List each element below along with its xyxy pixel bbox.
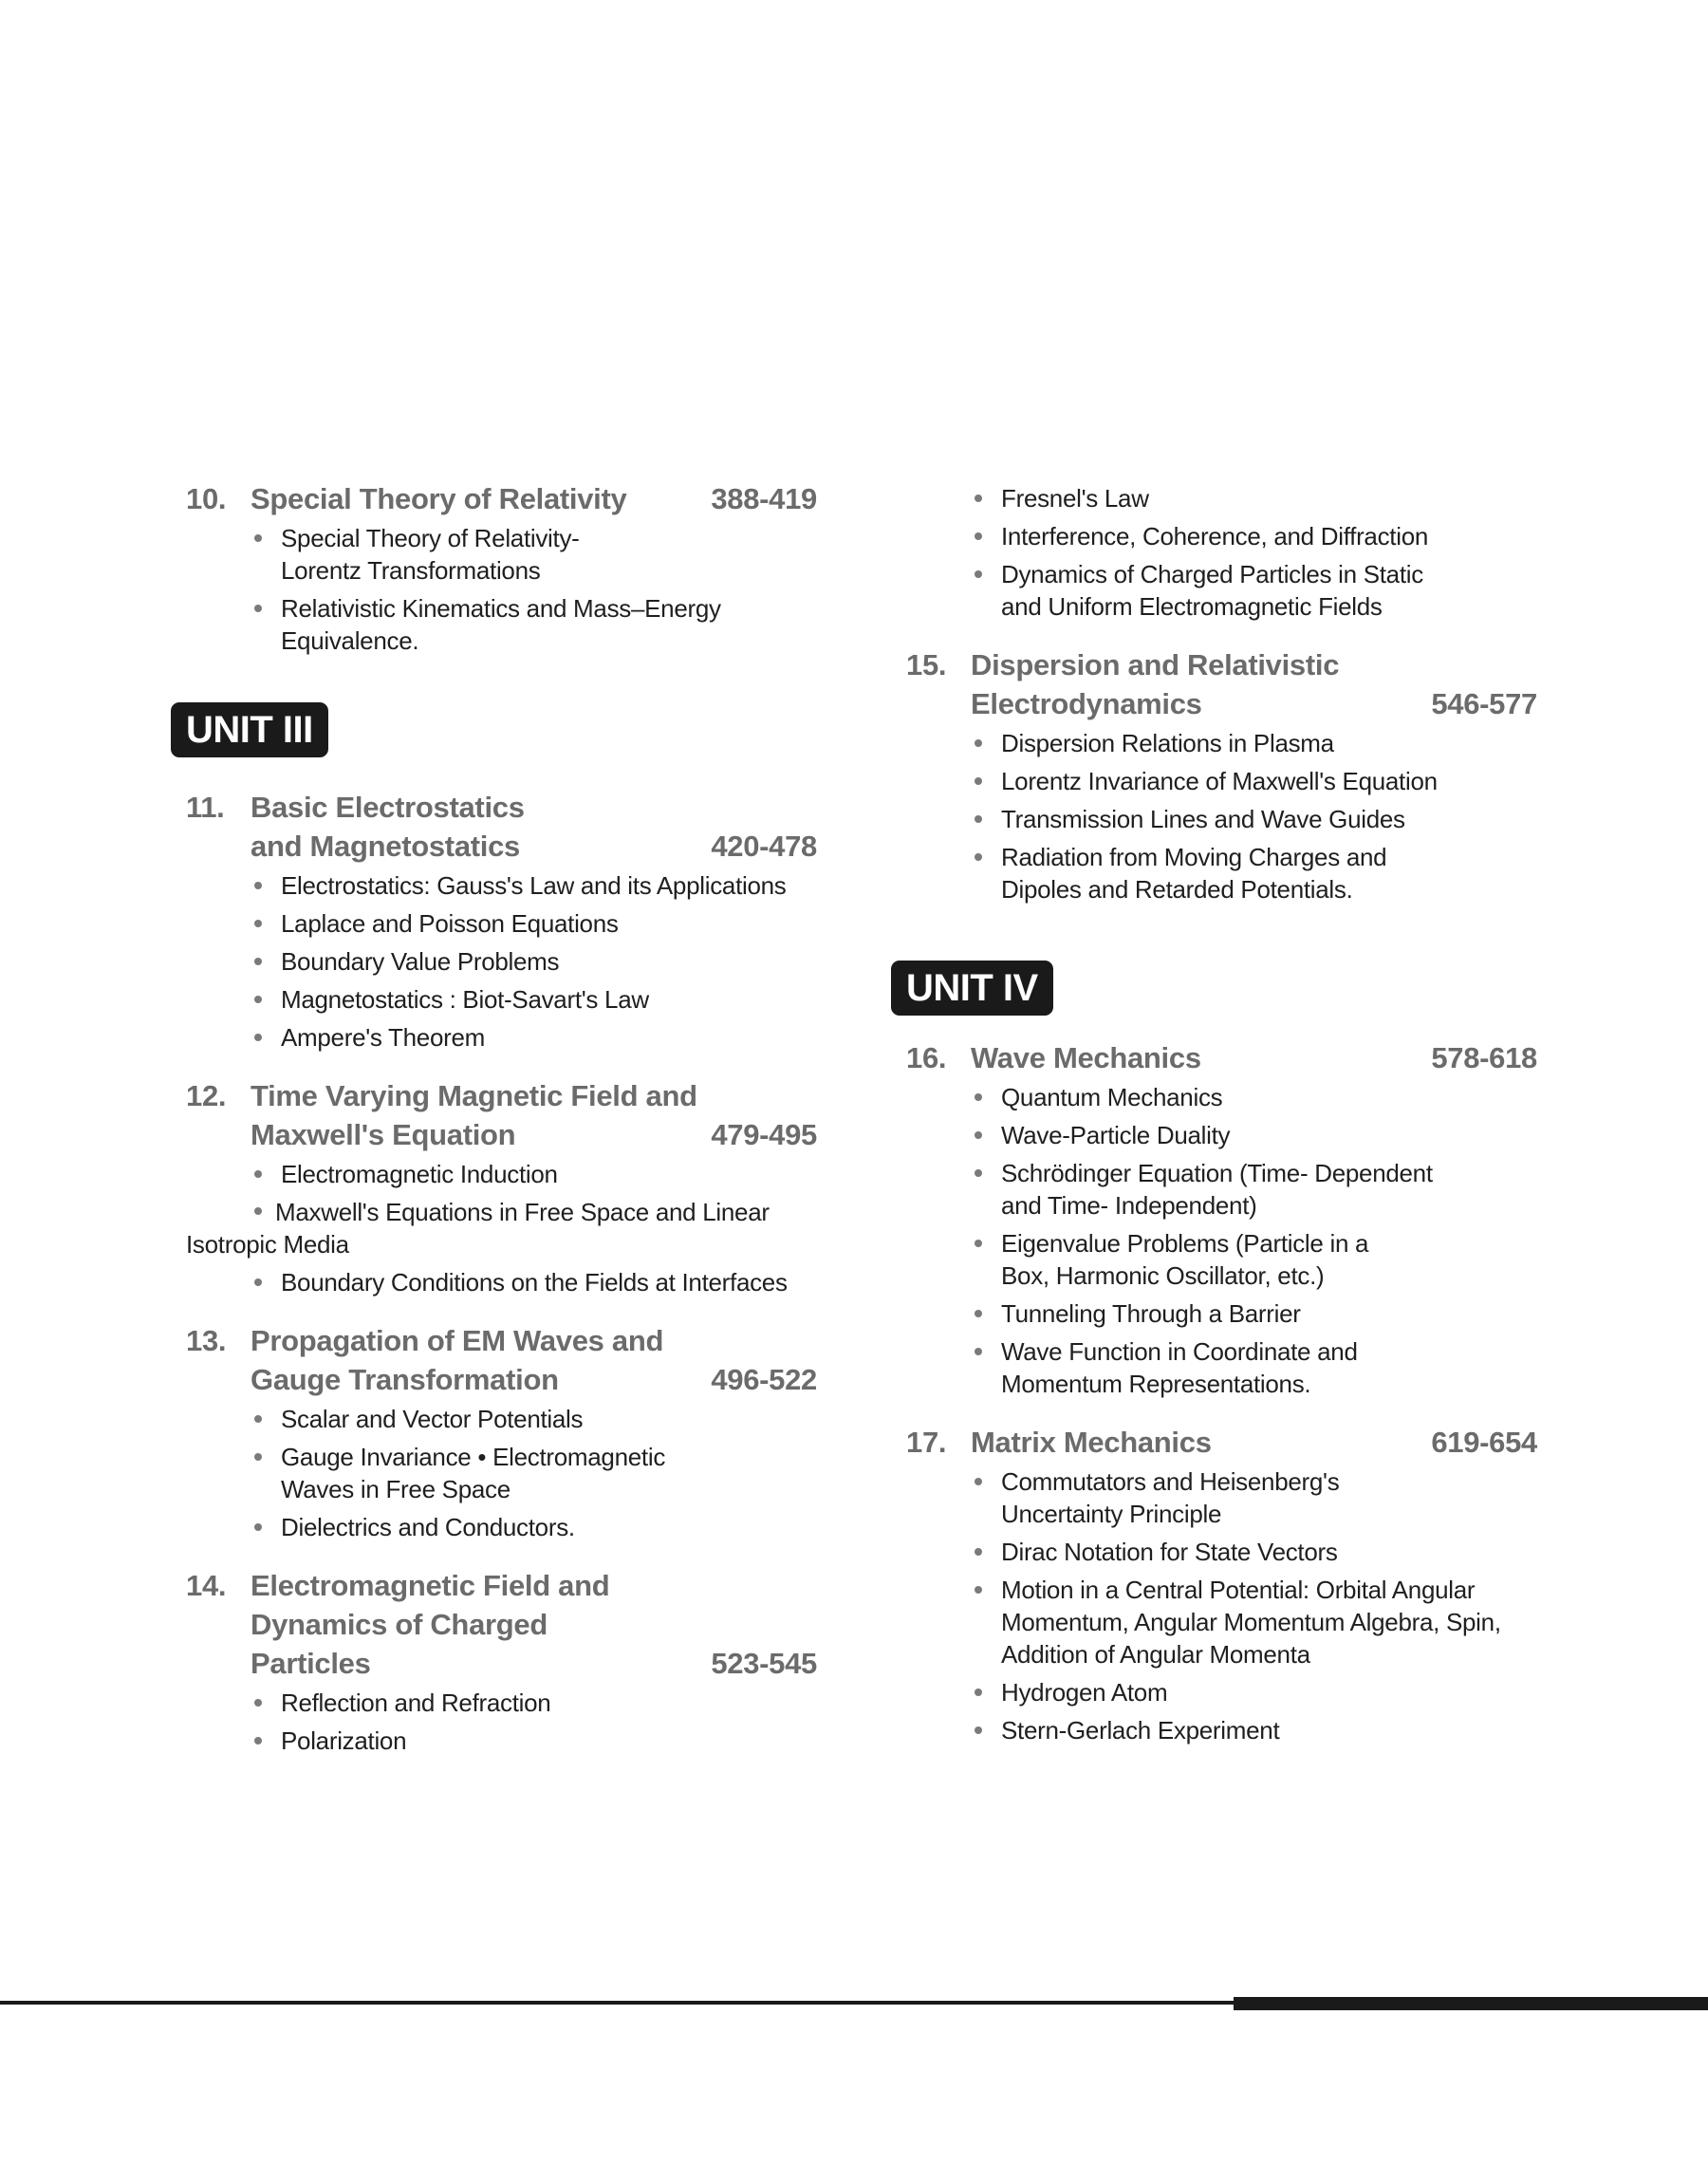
chapter-12 xyxy=(186,1076,817,1298)
chapter-number: 12. xyxy=(186,1079,227,1112)
chapter-pages: 619-654 xyxy=(1431,1426,1537,1459)
topic-item: Hydrogen Atom xyxy=(971,1676,1537,1708)
chapter-title-line: Particles xyxy=(251,1647,371,1680)
chapter-title-line: Electromagnetic Field and xyxy=(251,1569,610,1602)
chapter-pages: 523-545 xyxy=(711,1647,817,1680)
topic-list xyxy=(186,1158,817,1298)
chapter-title-line: Gauge Transformation xyxy=(251,1363,559,1396)
left-column xyxy=(186,479,817,1780)
chapter-heading xyxy=(186,788,817,866)
topic-item: Dispersion Relations in Plasma xyxy=(971,727,1537,759)
chapter-pages: 388-419 xyxy=(711,482,817,515)
topic-list xyxy=(186,1687,817,1757)
chapter-title-line: and Magnetostatics xyxy=(251,830,520,863)
chapter-title-line: Dispersion and Relativistic xyxy=(971,648,1340,681)
chapter-title-line: Dynamics of Charged xyxy=(251,1608,548,1641)
right-column xyxy=(906,482,1537,1769)
topic-item: Reflection and Refraction xyxy=(251,1687,817,1719)
topic-item: Transmission Lines and Wave Guides xyxy=(971,803,1537,835)
topic-list xyxy=(906,1465,1537,1746)
chapter-15 xyxy=(906,645,1537,905)
topic-list xyxy=(906,727,1537,905)
chapter-pages: 546-577 xyxy=(1431,687,1537,720)
chapter-heading xyxy=(186,1321,817,1399)
topic-item: Dynamics of Charged Particles in Static and Uniform Electromagnetic Fields xyxy=(971,558,1537,623)
chapter-number: 13. xyxy=(186,1324,227,1357)
chapter-heading xyxy=(906,1038,1537,1077)
topic-item: Radiation from Moving Charges and Dipoles and Retarded Potentials. xyxy=(971,841,1537,905)
topic-item: Electromagnetic Induction xyxy=(251,1158,817,1190)
unit-badge: UNIT III xyxy=(171,702,328,757)
chapter-heading xyxy=(186,1566,817,1683)
chapter-title-line: Electrodynamics xyxy=(971,687,1202,720)
topic-item: Commutators and Heisenberg's Uncertainty Principle xyxy=(971,1465,1537,1530)
chapter-title-line: Propagation of EM Waves and xyxy=(251,1324,664,1357)
chapter-title-line: Basic Electrostatics xyxy=(251,791,525,824)
chapter-14-continued xyxy=(906,482,1537,623)
chapter-10 xyxy=(186,479,817,657)
chapter-number: 14. xyxy=(186,1569,227,1602)
chapter-title: Wave Mechanics xyxy=(971,1041,1201,1074)
topic-item: Ampere's Theorem xyxy=(251,1021,817,1054)
chapter-number: 10. xyxy=(186,482,227,515)
topic-item: Dielectrics and Conductors. xyxy=(251,1511,817,1543)
topic-item: Boundary Value Problems xyxy=(251,945,817,978)
chapter-heading xyxy=(186,479,817,518)
chapter-pages: 479-495 xyxy=(711,1118,817,1151)
chapter-title-line: Maxwell's Equation xyxy=(251,1118,516,1151)
topic-item: Wave Function in Coordinate and Momentum Representations. xyxy=(971,1335,1537,1400)
topic-item: Quantum Mechanics xyxy=(971,1081,1537,1113)
topic-list xyxy=(186,1403,817,1543)
chapter-13 xyxy=(186,1321,817,1543)
chapter-number: 17. xyxy=(906,1426,947,1459)
topic-item: Relativistic Kinematics and Mass–Energy Equivalence. xyxy=(251,592,817,657)
topic-item: Special Theory of Relativity- Lorentz Transformations xyxy=(251,522,817,587)
chapter-16 xyxy=(906,1038,1537,1400)
topic-item: Stern-Gerlach Experiment xyxy=(971,1714,1537,1746)
topic-item: Lorentz Invariance of Maxwell's Equation xyxy=(971,765,1537,797)
chapter-heading xyxy=(906,1423,1537,1462)
topic-item: Boundary Conditions on the Fields at Interfaces xyxy=(251,1266,817,1298)
topic-item: Scalar and Vector Potentials xyxy=(251,1403,817,1435)
chapter-pages: 496-522 xyxy=(711,1363,817,1396)
topic-list xyxy=(186,869,817,1054)
topic-item: Magnetostatics : Biot-Savart's Law xyxy=(251,983,817,1016)
topic-item: Interference, Coherence, and Diffraction xyxy=(971,520,1537,552)
chapter-pages: 578-618 xyxy=(1431,1041,1537,1074)
chapter-title: Special Theory of Relativity xyxy=(251,482,627,515)
chapter-title-line: Time Varying Magnetic Field and xyxy=(251,1079,697,1112)
chapter-14 xyxy=(186,1566,817,1757)
topic-item: Eigenvalue Problems (Particle in a Box, Harmonic Oscillator, etc.) xyxy=(971,1227,1537,1292)
chapter-title: Matrix Mechanics xyxy=(971,1426,1212,1459)
topic-item: Wave-Particle Duality xyxy=(971,1119,1537,1151)
topic-item: Electrostatics: Gauss's Law and its Applications xyxy=(251,869,817,902)
footer-rule xyxy=(0,2001,1234,2005)
chapter-11 xyxy=(186,788,817,1054)
chapter-pages: 420-478 xyxy=(711,830,817,863)
footer-rule-accent xyxy=(1234,1997,1708,2010)
chapter-heading xyxy=(186,1076,817,1154)
topic-list xyxy=(186,522,817,657)
chapter-number: 11. xyxy=(186,791,225,824)
topic-item: Gauge Invariance • Electromagnetic Waves in Free Space xyxy=(251,1441,817,1505)
topic-item: Maxwell's Equations in Free Space and Linear Isotropic Media xyxy=(186,1198,770,1259)
chapter-number: 15. xyxy=(906,648,947,681)
chapter-17 xyxy=(906,1423,1537,1746)
chapter-number: 16. xyxy=(906,1041,947,1074)
topic-item: Polarization xyxy=(251,1725,817,1757)
topic-item: Dirac Notation for State Vectors xyxy=(971,1536,1537,1568)
topic-list xyxy=(906,482,1537,623)
topic-item: Laplace and Poisson Equations xyxy=(251,907,817,940)
topic-list xyxy=(906,1081,1537,1400)
unit-badge: UNIT IV xyxy=(891,961,1053,1016)
topic-item: Tunneling Through a Barrier xyxy=(971,1297,1537,1330)
topic-item: Fresnel's Law xyxy=(971,482,1537,514)
topic-item: Schrödinger Equation (Time- Dependent and Time- Independent) xyxy=(971,1157,1537,1222)
chapter-heading xyxy=(906,645,1537,723)
topic-item: Motion in a Central Potential: Orbital Angular Momentum, Angular Momentum Algebra, Spin, Addition of Angular Momenta xyxy=(971,1574,1537,1670)
